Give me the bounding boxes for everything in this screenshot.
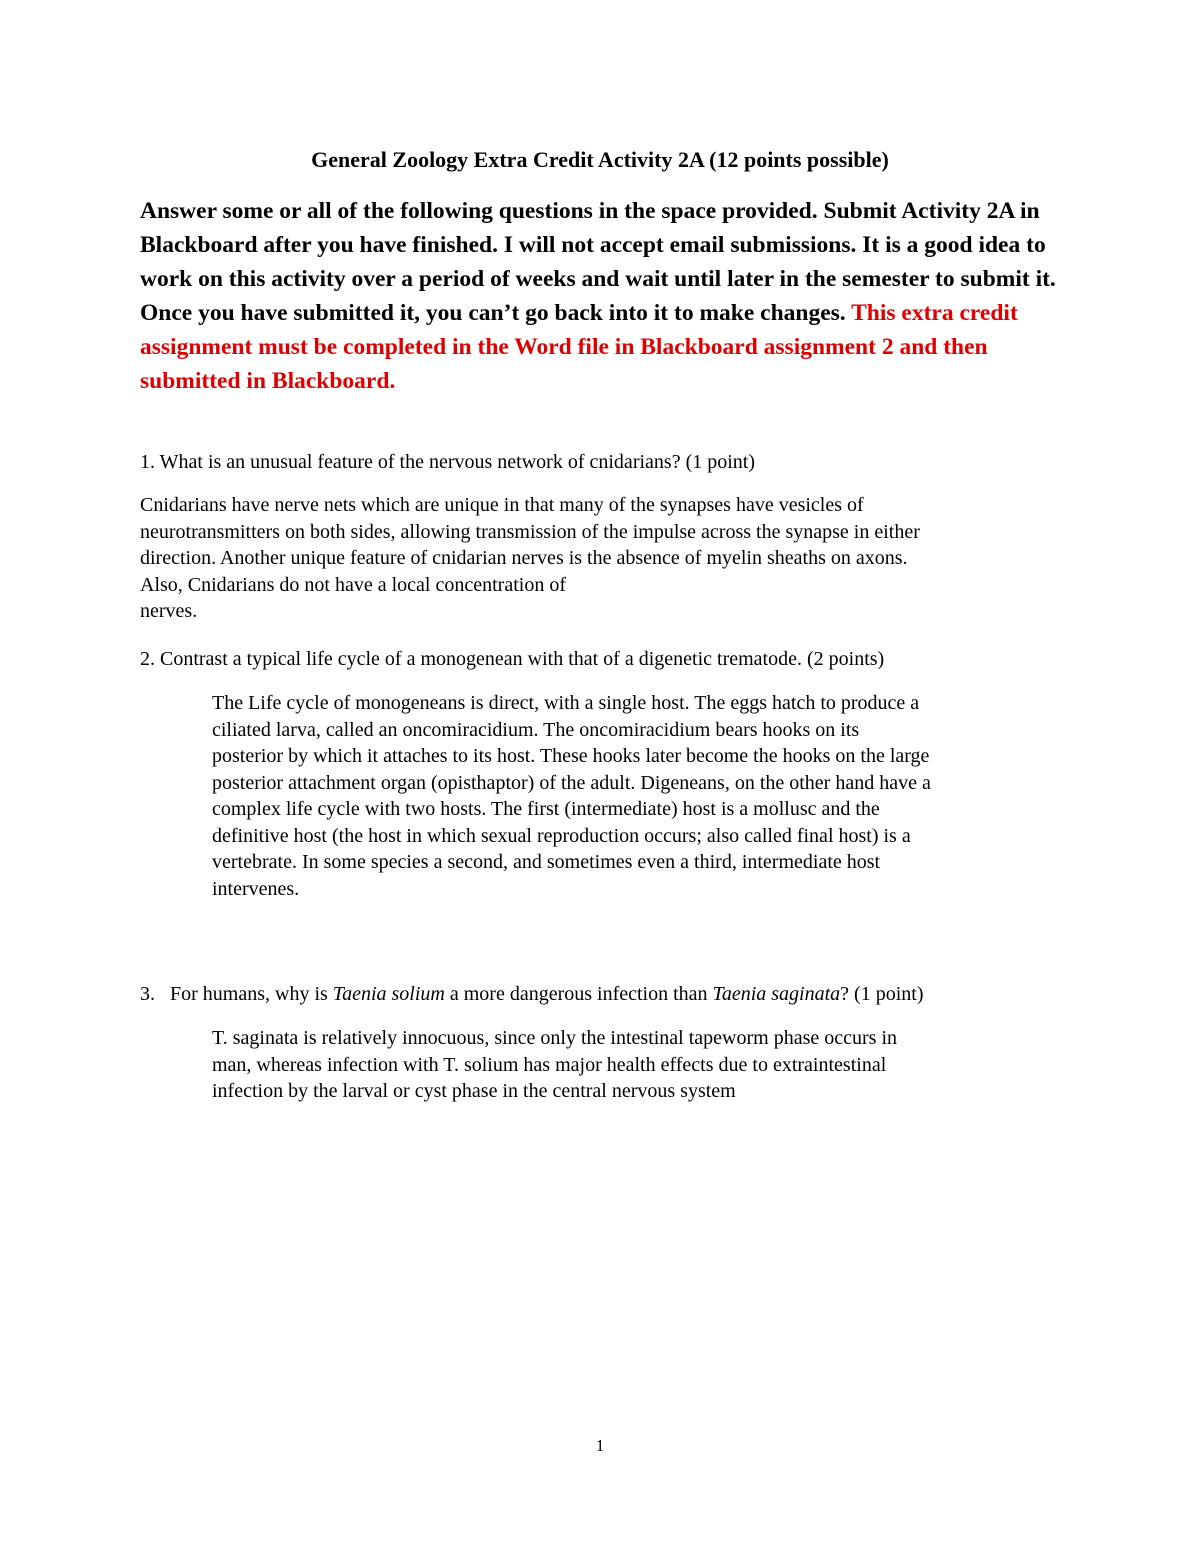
answer-2-line: definitive host (the host in which sexual reproduction occurs; also called final host) is a [212,824,911,847]
page-number: 1 [595,1436,605,1455]
species-name-1: Taenia solium [332,983,445,1005]
answer-2-line: posterior by which it attaches to its host. These hooks later become the hooks on the large [212,745,930,767]
answer-3-line: T. saginata is relatively innocuous, since only the intestinal tapeworm phase occurs in [212,1027,897,1049]
answer-2-line: ciliated larva, called an oncomiracidium. The oncomiracidium bears hooks on its [212,718,860,741]
instructions-text: Answer some or all of the following questions in the space provided. Submit Activity 2A in Blackboard after you have finished. I will not accept email submissions. It is a good idea to work on this activity over a period of weeks and wait until later in the semester to submit it. Once you have submitted it, you can’t go back into it to make changes. [140,198,1056,326]
answer-3 [212,1025,1072,1105]
answer-2-line: The Life cycle of monogeneans is direct, with a single host. The eggs hatch to produce a [212,692,920,714]
answer-1-line: nerves. [140,600,198,622]
instructions-paragraph [140,194,1070,398]
answer-3-line: man, whereas infection with T. solium has major health effects due to extraintestinal [212,1053,887,1076]
question-3-text: ? (1 point) [840,983,924,1005]
question-3-text: a more dangerous infection than [444,983,713,1005]
answer-1 [140,492,1070,625]
species-name-2: Taenia saginata [712,983,841,1005]
answer-2-line: vertebrate. In some species a second, and sometimes even a third, intermediate host [212,851,881,873]
answer-2 [212,690,1072,902]
answer-1-line: direction. Another unique feature of cnidarian nerves is the absence of myelin sheaths on axons. [140,547,908,569]
answer-2-line: posterior attachment organ (opisthaptor) of the adult. Digeneans, on the other hand have a [212,771,931,794]
question-1: 1. What is an unusual feature of the nervous network of cnidarians? (1 point) [140,451,755,473]
answer-2-line: complex life cycle with two hosts. The first (intermediate) host is a mollusc and the [212,798,880,820]
page-title: General Zoology Extra Credit Activity 2A (12 points possible) [311,147,889,172]
answer-1-line: Cnidarians have nerve nets which are unique in that many of the synapses have vesicles of [140,494,864,516]
question-3-number: 3. [140,983,155,1005]
question-2: 2. Contrast a typical life cycle of a monogenean with that of a digenetic trematode. (2 points) [140,648,885,670]
question-3-text: For humans, why is [170,983,333,1005]
instructions-warning-text: This extra credit assignment must be completed in the Word file in Blackboard assignment 2 and then submitted in Blackboard. [140,300,1018,394]
answer-1-line: Also, Cnidarians do not have a local concentration of [140,573,566,596]
question-3 [140,981,1080,1007]
answer-2-line: intervenes. [212,877,300,900]
answer-3-line: infection by the larval or cyst phase in the central nervous system [212,1080,736,1102]
answer-1-line: neurotransmitters on both sides, allowing transmission of the impulse across the synapse in either [140,520,920,543]
